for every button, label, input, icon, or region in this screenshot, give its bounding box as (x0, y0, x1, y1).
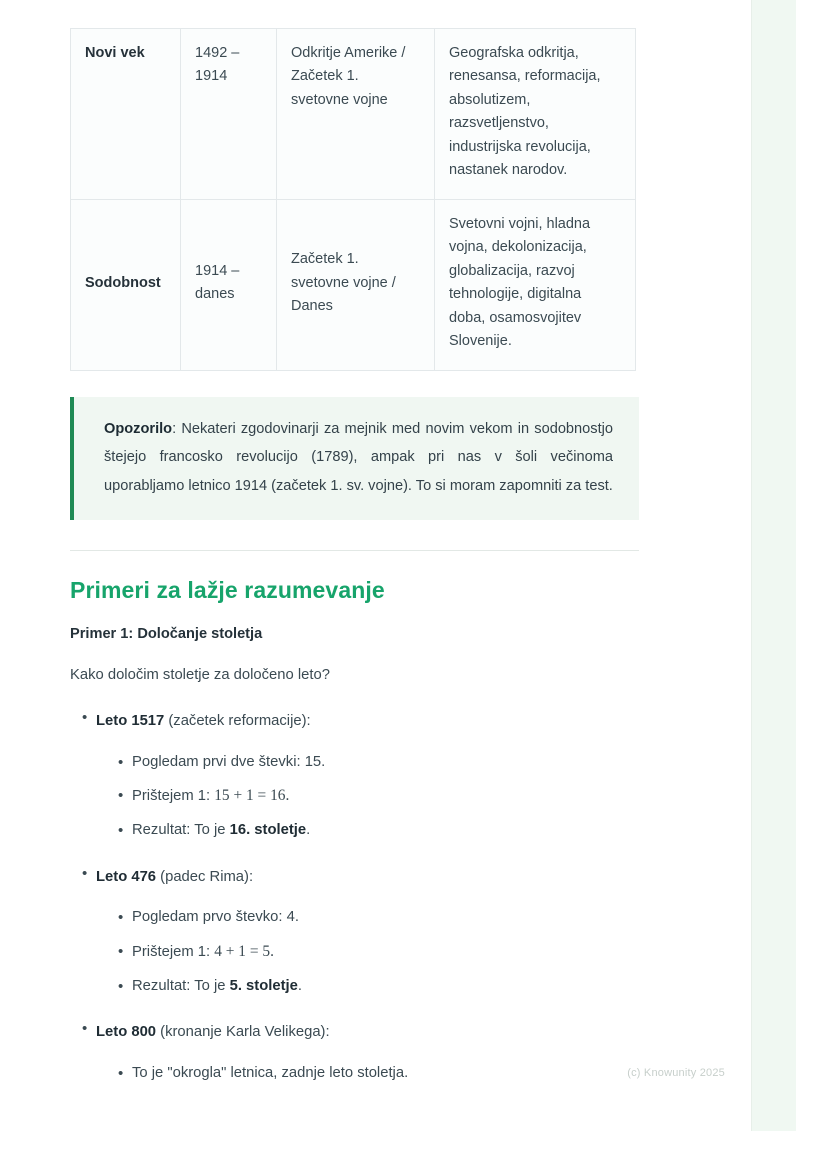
cell-years: 1492 – 1914 (181, 29, 277, 200)
table-row (71, 199, 636, 370)
list-item (132, 814, 660, 848)
example-lead-rest: (kronanje Karla Velikega): (156, 1024, 330, 1041)
document-content (70, 0, 660, 1105)
list-item (132, 1057, 660, 1091)
document-page (48, 0, 752, 1131)
step-text: Pogledam prvo števko: 4. (132, 909, 299, 926)
cell-period: Sodobnost (71, 199, 181, 370)
page-gutter (752, 0, 796, 1131)
step-text: Pogledam prvi dve števki: 15. (132, 753, 326, 770)
example-lead-rest: (začetek reformacije): (164, 712, 311, 729)
cell-range: Začetek 1. svetovne vojne / Danes (277, 199, 435, 370)
example-lead-bold: Leto 800 (96, 1024, 157, 1041)
example-lead (96, 706, 660, 738)
step-result: 5. stoletje (229, 977, 298, 994)
table-row (71, 29, 636, 200)
list-item (96, 706, 660, 848)
warning-callout (70, 397, 639, 520)
step-tail: . (306, 821, 311, 838)
example-lead (96, 1017, 660, 1049)
cell-period: Novi vek (71, 29, 181, 200)
section-divider (70, 550, 639, 551)
step-text: Rezultat: To je (132, 821, 230, 838)
example-lead-bold: Leto 1517 (96, 712, 165, 729)
list-item (132, 970, 660, 1004)
list-item (132, 901, 660, 935)
step-text: Prištejem 1: (132, 943, 215, 960)
section-heading: Primeri za lažje razumevanje (70, 577, 385, 604)
list-item (96, 1017, 660, 1090)
callout-body: : Nekateri zgodovinarji za mejnik med novim vekom in sodobnostjo štejejo francosko revolucijo (1789), ampak pri nas v šoli večinoma uporabljamo letnico 1914 (začetek 1. sv. vojne). To si moram zapomniti za test. (104, 420, 613, 494)
step-text: Rezultat: To je (132, 977, 230, 994)
steps-list (96, 1057, 660, 1091)
list-item (132, 935, 660, 970)
steps-list (96, 901, 660, 1003)
step-text: To je "okrogla" letnica, zadnje leto stoletja. (132, 1064, 409, 1081)
list-item (132, 746, 660, 780)
example-lead-bold: Leto 476 (96, 868, 157, 885)
steps-list (96, 746, 660, 848)
step-tail: . (297, 977, 302, 994)
step-result: 16. stoletje (229, 821, 307, 838)
example-intro: Kako določim stoletje za določeno leto? (70, 667, 330, 684)
cell-description: Svetovni vojni, hladna vojna, dekolonizacija, globalizacija, razvoj tehnologije, digitalna doba, osamosvojitev Slovenije. (435, 199, 636, 370)
step-math: 4 + 1 = 5. (214, 942, 274, 960)
step-text: Prištejem 1: (132, 788, 215, 805)
example-lead (96, 862, 660, 894)
cell-years: 1914 – danes (181, 199, 277, 370)
example-lead-rest: (padec Rima): (156, 868, 254, 885)
list-item (96, 862, 660, 1004)
cell-range: Odkritje Amerike / Začetek 1. svetovne vojne (277, 29, 435, 200)
cell-description: Geografska odkritja, renesansa, reformacija, absolutizem, razsvetljenstvo, industrijska revolucija, nastanek narodov. (435, 29, 636, 200)
step-math: 15 + 1 = 16. (214, 787, 290, 805)
callout-label: Opozorilo (104, 420, 173, 437)
examples-list (70, 706, 660, 1091)
watermark: (c) Knowunity 2025 (627, 1067, 725, 1079)
example-title: Primer 1: Določanje stoletja (70, 626, 263, 643)
callout-text (104, 415, 613, 500)
periods-table (70, 28, 636, 371)
list-item (132, 779, 660, 814)
